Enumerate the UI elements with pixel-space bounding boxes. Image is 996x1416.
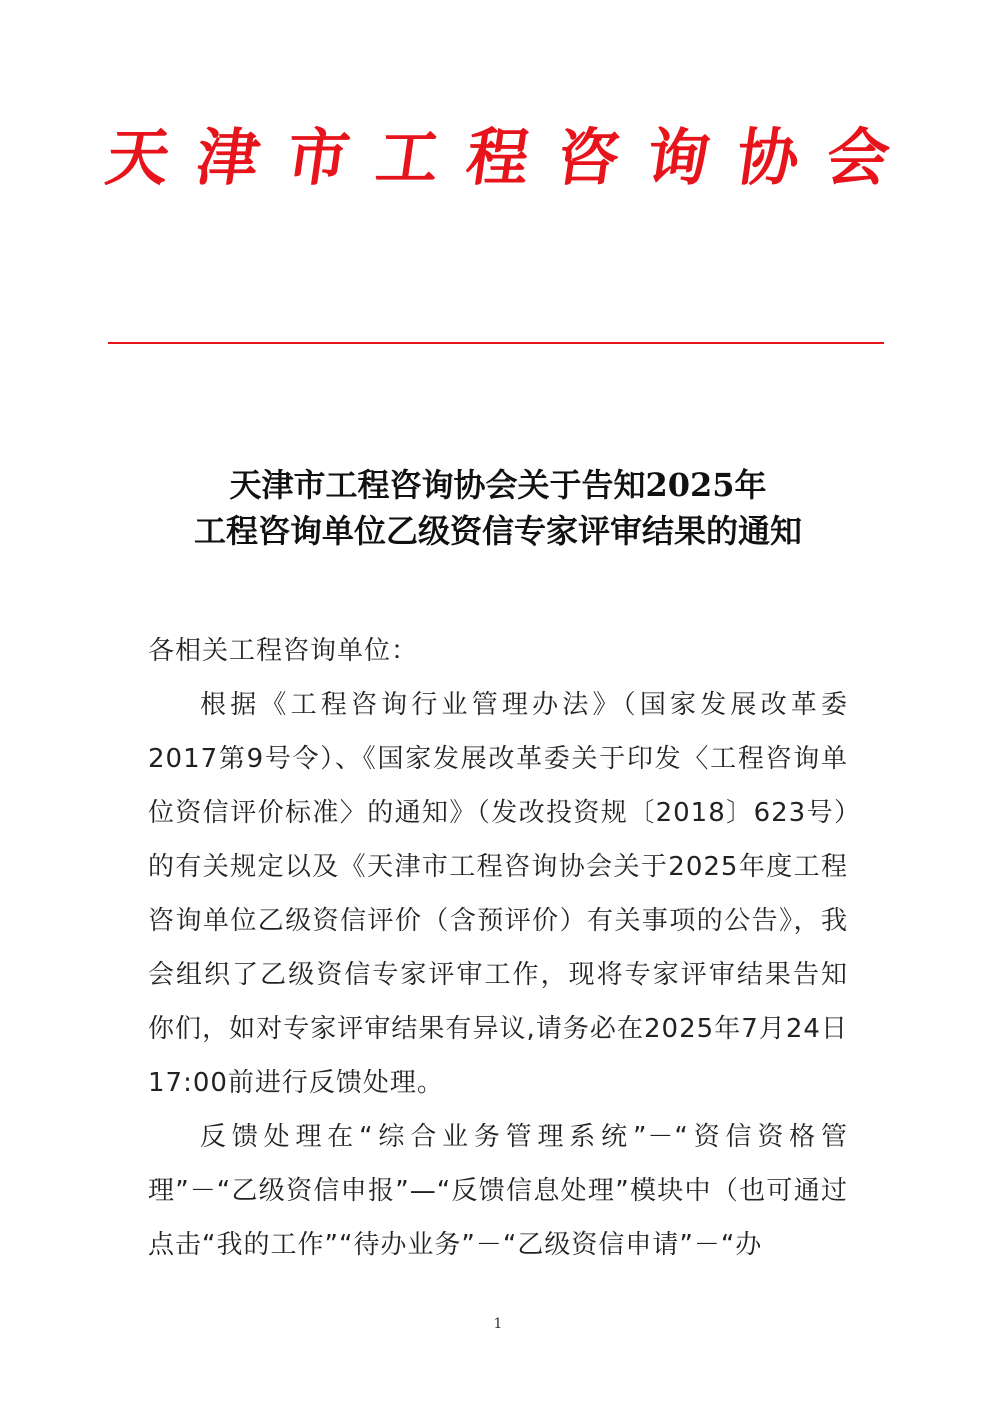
page-number: 1 <box>493 1316 503 1332</box>
salutation: 各相关工程咨询单位： <box>148 636 419 666</box>
body-paragraph-1: 根据《工程咨询行业管理办法》（国家发展改革委2017第9号令）、《国家发展改革委关于印发〈工程咨询单位资信评价标准〉的通知》（发改投资规〔2018〕623号）的有关规定以及《天津市工程咨询协会关于2025年度工程咨询单位乙级资信评价（含预评价）有关事项的公告》，我会组织了乙级资信专家评审工作，现将专家评审结果告知你们，如对专家评审结果有异议,请务必在2025年7月24日17:00前进行反馈处理。 <box>148 690 848 1098</box>
notice-title-line-1: 天津市工程咨询协会关于告知2025年 <box>229 466 767 504</box>
letterhead-org-name: 天津市工程咨询协会 <box>101 121 923 194</box>
body-paragraph-2: 反馈处理在“综合业务管理系统”－“资信资格管理”－“乙级资信申报”—“反馈信息处理”模块中（也可通过点击“我的工作”“待办业务”－“乙级资信申请”－“办 <box>148 1122 848 1260</box>
notice-title-line-2: 工程咨询单位乙级资信专家评审结果的通知 <box>193 512 802 550</box>
notice-body <box>148 624 848 1272</box>
notice-title <box>0 462 996 554</box>
letterhead-divider <box>108 342 884 344</box>
